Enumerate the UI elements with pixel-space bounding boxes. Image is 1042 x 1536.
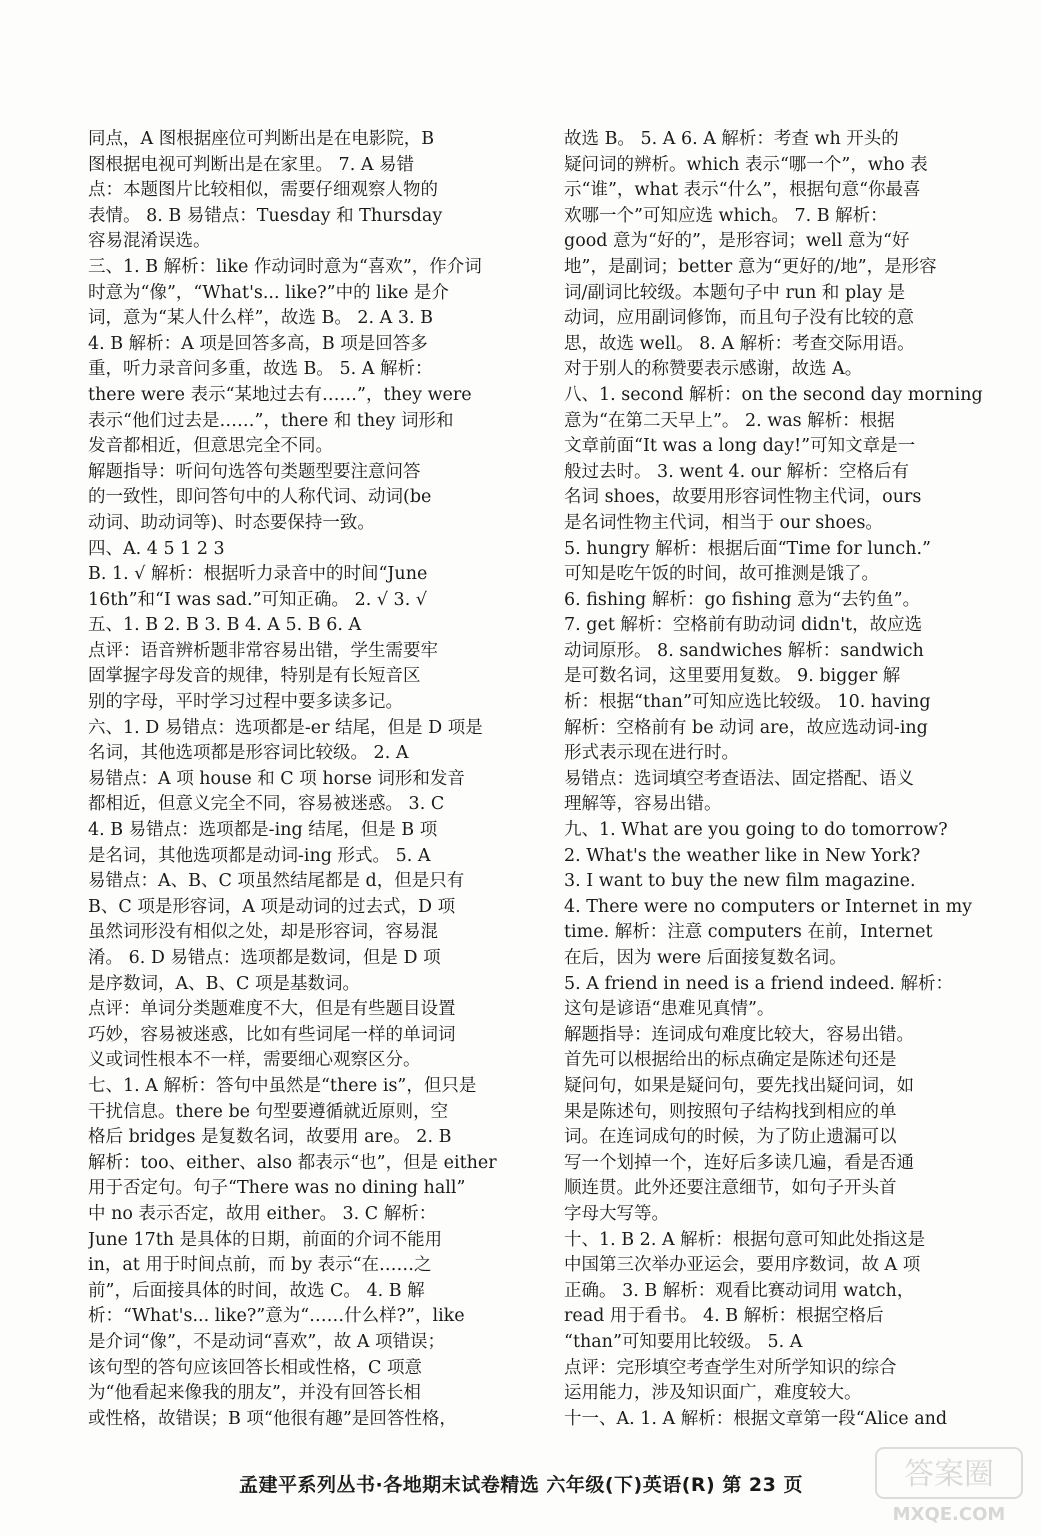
right-column-line: 是可数名词，这里要用复数。 9. bigger 解 (564, 666, 901, 687)
left-column-line: 易错点：A、B、C 项虽然结尾都是 d，但是只有 (88, 871, 465, 892)
right-column-line: 动词原形。 8. sandwiches 解析：sandwich (564, 640, 924, 661)
left-column-line: 前”，后面接具体的时间，故选 C。 4. B 解 (88, 1280, 425, 1301)
left-column-line: 4. B 解析：A 项是回答多高，B 项是回答多 (88, 333, 428, 354)
right-column-line: 析：根据“than”可知应选比较级。 10. having (564, 692, 931, 713)
left-column-line: B、C 项是形容词，A 项是动词的过去式，D 项 (88, 896, 456, 917)
left-column-line: 干扰信息。there be 句型要遵循就近原则，空 (88, 1101, 449, 1122)
right-column-line: 九、1. What are you going to do tomorrow? (564, 820, 948, 841)
left-column-line: 固掌握字母发音的规律，特别是有长短音区 (88, 666, 421, 687)
left-column-line: 表示“他们过去是……”，there 和 they 词形和 (88, 410, 454, 431)
page-footer: 孟建平系列丛书·各地期末试卷精选 六年级(下)英语(R) 第 23 页 (239, 1474, 803, 1496)
right-column-line: 首先可以根据给出的标点确定是陈述句还是 (564, 1050, 897, 1071)
left-column-line: 义或词性根本不一样，需要细心观察区分。 (88, 1050, 421, 1071)
right-column-line: 运用能力，涉及知识面广，难度较大。 (564, 1383, 862, 1404)
right-column-line: 八、1. second 解析：on the second day morning (564, 384, 983, 405)
right-column-line: 字母大写等。 (564, 1203, 669, 1224)
right-column-line: 点评：完形填空考查学生对所学知识的综合 (564, 1357, 897, 1378)
right-column-line: 意为“在第二天早上”。 2. was 解析：根据 (564, 410, 895, 431)
left-column-line: 为“他看起来像我的朋友”，并没有回答长相 (88, 1383, 421, 1404)
left-column-line: 时意为“像”，“What's... like?”中的 like 是介 (88, 282, 449, 303)
left-column-line: 易错点：A 项 house 和 C 项 horse 词形和发音 (88, 768, 465, 789)
right-column-line: 地”，是副词；better 意为“更好的/地”，是形容 (564, 256, 937, 277)
right-column-line: 5. A friend in need is a friend indeed. 解析： (564, 973, 954, 994)
left-column-line: 解题指导：听问句选答句类题型要注意问答 (88, 461, 421, 482)
right-column-line: 示“谁”，what 表示“什么”，根据句意“你最喜 (564, 180, 921, 201)
left-column-line: 动词、助动词等)、时态要保持一致。 (88, 512, 375, 533)
right-column-line: 欢哪一个”可知应选 which。 7. B 解析： (564, 205, 888, 226)
right-column-line: 故选 B。 5. A 6. A 解析：考查 wh 开头的 (564, 129, 899, 149)
left-column-line: 七、1. A 解析：答句中虽然是“there is”，但只是 (88, 1075, 477, 1096)
right-column-line: 正确。 3. B 解析：观看比赛动词用 watch， (564, 1280, 915, 1301)
right-column-line: 十、1. B 2. A 解析：根据句意可知此处指这是 (564, 1229, 926, 1250)
left-column-line: 都相近，但意义完全不同，容易被迷惑。 3. C (88, 794, 445, 815)
site-watermark (874, 1446, 1024, 1528)
left-column-line: 是序数词，A、B、C 项是基数词。 (88, 973, 360, 994)
right-column-line: 5. hungry 解析：根据后面“Time for lunch.” (564, 538, 931, 559)
left-column-line: 重，听力录音问多重，故选 B。 5. A 解析： (88, 359, 433, 380)
left-column-line: 点评：单词分类题难度不大，但是有些题目设置 (88, 999, 456, 1020)
right-column-line: 对于别人的称赞要表示感谢，故选 A。 (564, 359, 863, 380)
right-column-line: read 用于看书。 4. B 解析：根据空格后 (564, 1306, 884, 1327)
right-column-line: 可知是吃午饭的时间，故可推测是饿了。 (564, 564, 879, 585)
watermark-title: 答案圈 (904, 1457, 994, 1492)
right-column-line: 2. What's the weather like in New York? (564, 845, 921, 866)
left-column-line: 四、A. 4 5 1 2 3 (88, 538, 225, 559)
left-column-line: in，at 用于时间点前，而 by 表示“在……之 (88, 1255, 432, 1276)
watermark-site: MXQE.COM (892, 1504, 1006, 1525)
right-column-line: 顺连贯。此外还要注意细节，如句子开头首 (564, 1178, 897, 1199)
left-column-line: 的一致性，即问答句中的人称代词、动词(be (88, 487, 432, 508)
left-column-line: 三、1. B 解析：like 作动词时意为“喜欢”，作介词 (88, 256, 482, 277)
right-column-line: time. 解析：注意 computers 在前，Internet (564, 922, 933, 943)
right-column-line: 动词，应用副词修饰，而且句子没有比较的意 (564, 308, 914, 329)
left-column-line: 虽然词形没有相似之处，却是形容词，容易混 (88, 922, 438, 943)
left-column-line: 该句型的答句应该回答长相或性格，C 项意 (88, 1357, 422, 1378)
left-column-line: 巧妙，容易被迷惑，比如有些词尾一样的单词词 (88, 1024, 456, 1045)
right-column-line: 中国第三次举办亚运会，要用序数词，故 A 项 (564, 1255, 921, 1276)
right-column-line: 般过去时。 3. went 4. our 解析：空格后有 (564, 461, 910, 482)
right-column (564, 127, 1004, 1432)
right-column-line: 名词 shoes，故要用形容词性物主代词，ours (564, 487, 922, 508)
left-column-line: 发音都相近，但意思完全不同。 (88, 436, 333, 457)
left-column-line: 点评：语音辨析题非常容易出错，学生需要牢 (88, 640, 438, 661)
right-column-line: 形式表示现在进行时。 (564, 743, 739, 764)
right-column-line: 6. fishing 解析：go fishing 意为“去钓鱼”。 (564, 589, 921, 610)
right-column-line: 7. get 解析：空格前有助动词 didn't，故应选 (564, 615, 923, 636)
left-column-line: 淆。 6. D 易错点：选项都是数词，但是 D 项 (88, 948, 441, 968)
left-column-line: 16th”和“I was sad.”可知正确。 2. √ 3. √ (88, 589, 427, 610)
left-column-line: 点：本题图片比较相似，需要仔细观察人物的 (88, 180, 438, 201)
left-column-line: 别的字母，平时学习过程中要多读多记。 (88, 692, 403, 713)
right-column-line: 词/副词比较级。本题句子中 run 和 play 是 (564, 282, 906, 303)
right-column-line: 思，故选 well。 8. A 解析：考查交际用语。 (564, 333, 915, 354)
left-column-line: 图根据电视可判断出是在家里。 7. A 易错 (88, 154, 415, 175)
right-column-line: 写一个划掉一个，连好后多读几遍，看是否通 (564, 1152, 914, 1173)
right-column-line: 易错点：选词填空考查语法、固定搭配、语义 (564, 768, 914, 789)
left-column-line: 词，意为“某人什么样”，故选 B。 2. A 3. B (88, 308, 433, 329)
right-column-line: “than”可知要用比较级。 5. A (564, 1331, 803, 1352)
right-column-line: 解析：空格前有 be 动词 are，故应选动词-ing (564, 717, 928, 738)
right-column-line: 3. I want to buy the new film magazine. (564, 871, 916, 892)
left-column-line: 表情。 8. B 易错点：Tuesday 和 Thursday (88, 205, 443, 226)
right-column-line: good 意为“好的”，是形容词；well 意为“好 (564, 231, 910, 252)
right-column-line: 十一、A. 1. A 解析：根据文章第一段“Alice and (564, 1408, 948, 1429)
right-column-line: 疑问句，如果是疑问句，要先找出疑问词，如 (564, 1075, 914, 1096)
left-column (88, 127, 528, 1432)
right-column-line: 理解等，容易出错。 (564, 794, 722, 815)
left-column-line: 是介词“像”，不是动词“喜欢”，故 A 项错误； (88, 1331, 446, 1352)
right-column-line: 在后，因为 were 后面接复数名词。 (564, 948, 847, 968)
left-column-line: 析：“What's... like?”意为“……什么样?”，like (88, 1306, 465, 1327)
right-column-line: 解题指导：连词成句难度比较大，容易出错。 (564, 1024, 914, 1045)
left-column-line: 中 no 表示否定，故用 either。 3. C 解析： (88, 1203, 437, 1224)
left-column-line: June 17th 是具体的日期，前面的介词不能用 (88, 1229, 443, 1250)
left-column-line: 容易混淆误选。 (88, 231, 211, 252)
left-column-line: 五、1. B 2. B 3. B 4. A 5. B 6. A (88, 615, 362, 636)
right-column-line: 果是陈述句，则按照句子结构找到相应的单 (564, 1101, 897, 1122)
right-column-line: 是名词性物主代词，相当于 our shoes。 (564, 512, 883, 533)
left-column-line: 用于否定句。句子“There was no dining hall” (88, 1178, 466, 1199)
right-column-line: 疑问词的辨析。which 表示“哪一个”，who 表 (564, 154, 928, 175)
left-column-line: 4. B 易错点：选项都是-ing 结尾，但是 B 项 (88, 820, 438, 841)
right-column-line: 4. There were no computers or Internet in my (564, 896, 973, 917)
left-column-line: 名词，其他选项都是形容词比较级。 2. A (88, 743, 409, 764)
left-column-line: 或性格，故错误；B 项“他很有趣”是回答性格， (88, 1408, 457, 1429)
right-column-line: 词。在连词成句的时候，为了防止遗漏可以 (564, 1127, 897, 1148)
left-column-line: 同点，A 图根据座位可判断出是在电影院，B (88, 129, 435, 149)
right-column-line: 这句是谚语“患难见真情”。 (564, 999, 775, 1020)
left-column-line: 六、1. D 易错点：选项都是-er 结尾，但是 D 项是 (88, 717, 483, 738)
right-column-line: 文章前面“It was a long day!”可知文章是一 (564, 436, 916, 457)
watermark-logo-icon (874, 1446, 1024, 1528)
left-column-line: there were 表示“某地过去有……”，they were (88, 384, 472, 405)
left-column-line: 解析：too、either、also 都表示“也”，但是 either (88, 1152, 497, 1173)
left-column-line: B. 1. √ 解析：根据听力录音中的时间“June (88, 564, 428, 585)
left-column-line: 是名词，其他选项都是动词-ing 形式。 5. A (88, 845, 431, 866)
left-column-line: 格后 bridges 是复数名词，故要用 are。 2. B (88, 1127, 452, 1148)
